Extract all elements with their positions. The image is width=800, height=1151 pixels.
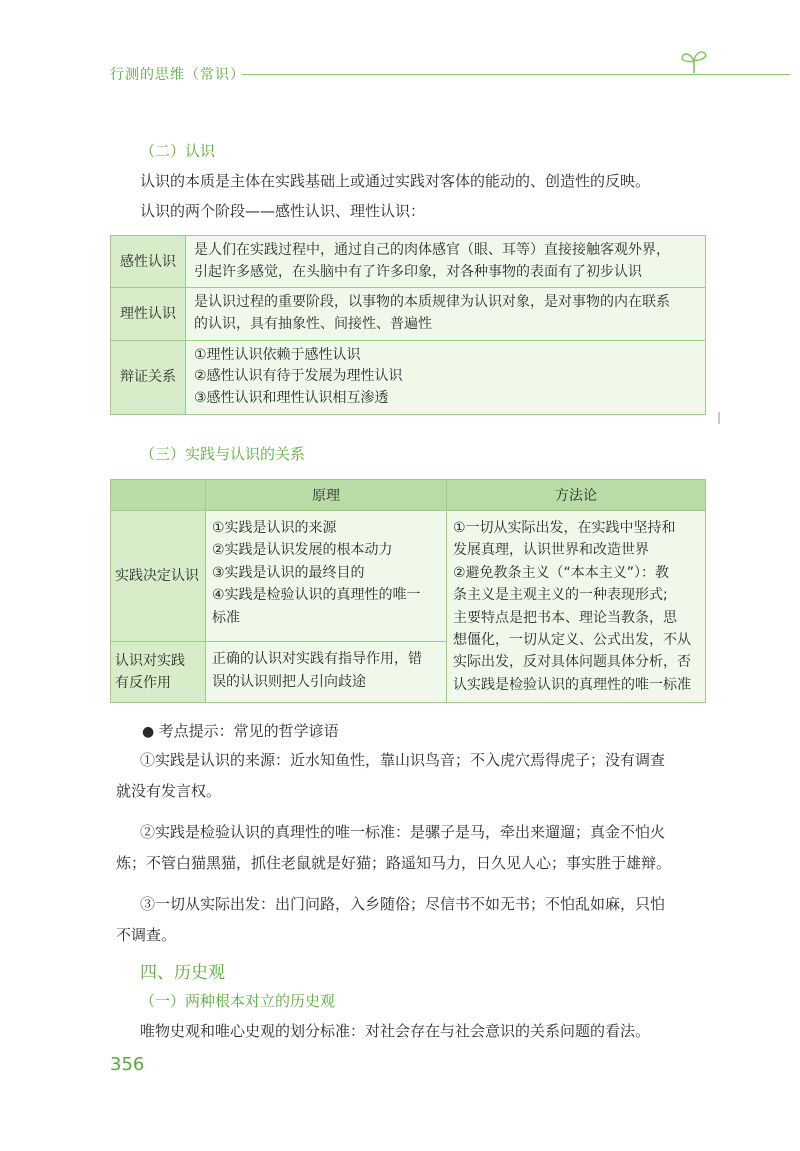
proverb-line: ①实践是认识的来源：近水知鱼性，靠山识鸟音；不入虎穴焉得虎子；没有调查	[140, 751, 666, 769]
line: ②实践是认识发展的根本动力	[212, 542, 393, 559]
section-heading-history: 四、历史观	[140, 963, 225, 983]
page-number: 356	[110, 1054, 145, 1075]
line: 正确的认识对实践有指导作用，错	[212, 651, 422, 668]
line: 标准	[212, 609, 240, 626]
header-blank	[111, 480, 206, 511]
header-title: 行测的思维（常识）	[110, 67, 245, 83]
line: 是人们在实践过程中，通过自己的肉体感官（眼、耳等）直接接触客观外界，	[194, 242, 670, 258]
proverb-line: 炼；不管白猫黑猫，抓住老鼠就是好猫；路遥知马力，日久见人心；事实胜于雄辩。	[116, 854, 672, 872]
sprout-icon	[680, 48, 708, 74]
line: 发展真理，认识世界和改造世界	[453, 542, 649, 559]
line: 实际出发，反对具体问题具体分析，否	[453, 654, 691, 671]
proverbs-block	[116, 745, 672, 951]
line: 是认识过程的重要阶段，以事物的本质规律为认识对象，是对事物的内在联系	[194, 294, 670, 311]
proverb-line: ②实践是检验认识的真理性的唯一标准：是骡子是马，牵出来遛遛；真金不怕火	[140, 823, 666, 841]
history-criterion-text: 唯物史观和唯心史观的划分标准：对社会存在与社会意识的关系问题的看法。	[140, 1022, 651, 1040]
section-heading-cognition: （二）认识	[140, 142, 216, 160]
row-label: 理性认识	[111, 288, 186, 340]
row-label: 感性认识	[111, 236, 186, 288]
table-header-row	[111, 480, 706, 511]
scan-mark	[718, 412, 720, 424]
proverb-line: 不调查。	[116, 926, 177, 944]
row-text	[186, 288, 706, 340]
page-header	[110, 60, 710, 90]
line: ③感性认识和理性认识相互渗透	[194, 390, 389, 407]
line: ④实践是检验认识的真理性的唯一	[212, 587, 421, 604]
header-methodology: 方法论	[447, 480, 706, 511]
cognition-table	[110, 235, 706, 415]
row-label: 辩证关系	[111, 340, 186, 414]
header-principle: 原理	[206, 480, 447, 511]
line: 引起许多感觉，在头脑中有了许多印象，对各种事物的表面有了初步认识	[194, 263, 642, 280]
line: ①一切从实际出发，在实践中坚持和	[453, 520, 676, 536]
principle-cell	[206, 511, 447, 642]
cognition-essence-text: 认识的本质是主体在实践基础上或通过实践对客体的能动的、创造性的反映。	[140, 172, 651, 190]
line: ②感性认识有待于发展为理性认识	[194, 368, 403, 385]
table-row	[111, 511, 706, 642]
section-heading-practice: （三）实践与认识的关系	[140, 445, 306, 463]
methodology-cell	[447, 511, 706, 703]
proverb-line: ③一切从实际出发：出门问路，入乡随俗；尽信书不如无书；不怕乱如麻，只怕	[140, 895, 666, 913]
line: ②避免教条主义（“本本主义”）：教	[453, 564, 670, 581]
subsection-heading: （一）两种根本对立的历史观	[140, 992, 336, 1010]
line: 认实践是检验认识的真理性的唯一标准	[453, 676, 691, 693]
line: 想僵化，一切从定义、公式出发，不从	[453, 631, 691, 648]
table-row	[111, 236, 706, 288]
line: ③实践是认识的最终目的	[212, 564, 365, 581]
practice-table	[110, 479, 706, 703]
line: 条主义是主观主义的一种表现形式;	[453, 587, 668, 604]
proverb-line: 就没有发言权。	[116, 782, 222, 800]
line: ①实践是认识的来源	[212, 520, 337, 536]
row-text	[186, 236, 706, 288]
line: ①理性认识依赖于感性认识	[194, 346, 361, 363]
row-label	[111, 642, 206, 703]
line: 有反作用	[115, 675, 171, 692]
principle-cell	[206, 642, 447, 703]
exam-tip-title: 考点提示：常见的哲学谚语	[158, 722, 339, 740]
bullet-icon: ●	[142, 724, 155, 740]
cognition-stages-text: 认识的两个阶段——感性认识、理性认识：	[140, 202, 426, 220]
header-rule	[242, 74, 790, 75]
table-row	[111, 340, 706, 414]
row-label: 实践决定认识	[111, 511, 206, 642]
row-text	[186, 340, 706, 414]
line: 误的认识则把人引向歧途	[212, 673, 366, 690]
line: 的认识，具有抽象性、间接性、普遍性	[194, 316, 432, 333]
exam-tip-heading	[142, 720, 339, 741]
line: 认识对实践	[115, 652, 185, 669]
table-row	[111, 288, 706, 340]
line: 主要特点是把书本、理论当教条，思	[453, 609, 677, 626]
